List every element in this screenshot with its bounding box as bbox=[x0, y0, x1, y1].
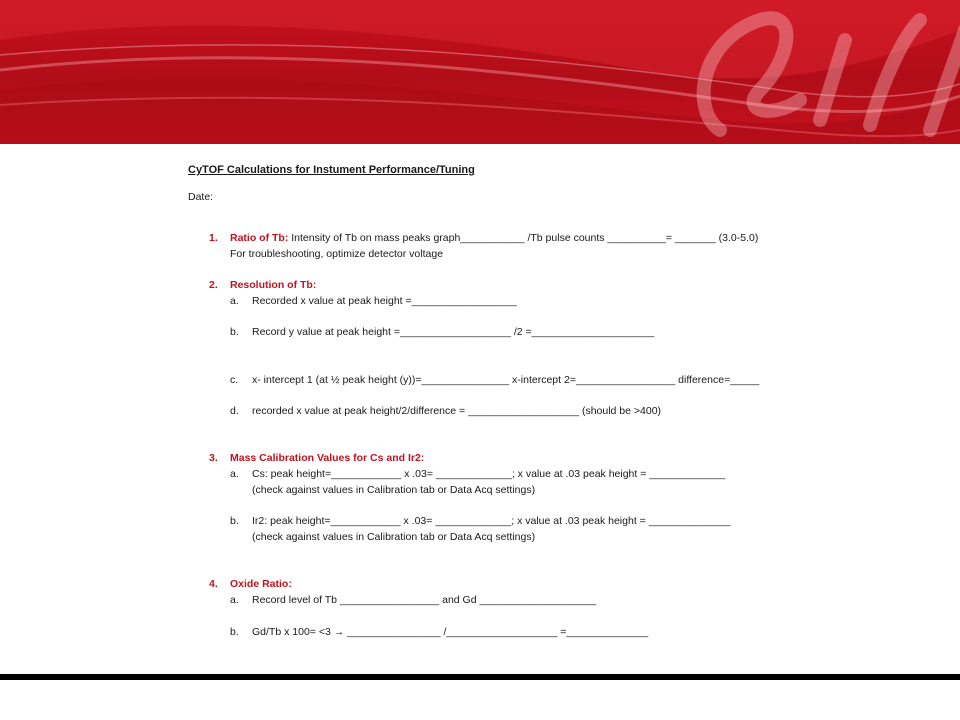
item-letter: b. bbox=[230, 326, 239, 338]
section-ratio-of-tb bbox=[230, 230, 758, 246]
item-letter: a. bbox=[230, 594, 239, 606]
item-letter: c. bbox=[230, 374, 239, 386]
section-heading: Ratio of Tb: bbox=[230, 232, 289, 244]
list-item: Ir2: peak height=____________ x .03= _____________; x value at .03 peak height = ______________ bbox=[252, 515, 731, 527]
item-letter: a. bbox=[230, 295, 239, 307]
item-letter: a. bbox=[230, 468, 239, 480]
date-label: Date: bbox=[188, 191, 214, 203]
section-number: 2. bbox=[209, 279, 218, 291]
item-letter: b. bbox=[230, 626, 239, 638]
section-number: 4. bbox=[209, 578, 218, 590]
list-item: Cs: peak height=____________ x .03= _____________; x value at .03 peak height = _____________ bbox=[252, 468, 726, 480]
worksheet-title: CyTOF Calculations for Instument Performance/Tuning bbox=[188, 164, 475, 176]
section-heading: Resolution of Tb: bbox=[230, 279, 317, 291]
section-heading: Oxide Ratio: bbox=[230, 578, 292, 590]
footer-divider bbox=[0, 674, 960, 680]
section-note: For troubleshooting, optimize detector voltage bbox=[230, 248, 444, 260]
section-number: 1. bbox=[209, 232, 218, 244]
list-item-note: (check against values in Calibration tab or Data Acq settings) bbox=[252, 531, 536, 543]
section-heading: Mass Calibration Values for Cs and Ir2: bbox=[230, 452, 425, 464]
list-item: Recorded x value at peak height =__________________ bbox=[252, 295, 517, 307]
list-item: recorded x value at peak height/2/difference = ___________________ (should be >400) bbox=[252, 405, 662, 417]
list-item-note: (check against values in Calibration tab or Data Acq settings) bbox=[252, 484, 536, 496]
list-item: Record y value at peak height =___________________ /2 =_____________________ bbox=[252, 326, 655, 338]
list-item: Record level of Tb _________________ and Gd ____________________ bbox=[252, 594, 597, 606]
list-item: x- intercept 1 (at ½ peak height (y))=_______________ x-intercept 2=_________________ difference=_____ bbox=[252, 374, 760, 386]
item-letter: d. bbox=[230, 405, 239, 417]
header-banner bbox=[0, 0, 960, 144]
list-item: Gd/Tb x 100= <3 → ________________ /___________________ =______________ bbox=[252, 626, 649, 638]
banner-swoosh-graphic bbox=[0, 0, 960, 144]
item-letter: b. bbox=[230, 515, 239, 527]
section-number: 3. bbox=[209, 452, 218, 464]
section-text: Intensity of Tb on mass peaks graph___________ /Tb pulse counts __________= _______ (3.0-5.0) bbox=[288, 232, 759, 244]
